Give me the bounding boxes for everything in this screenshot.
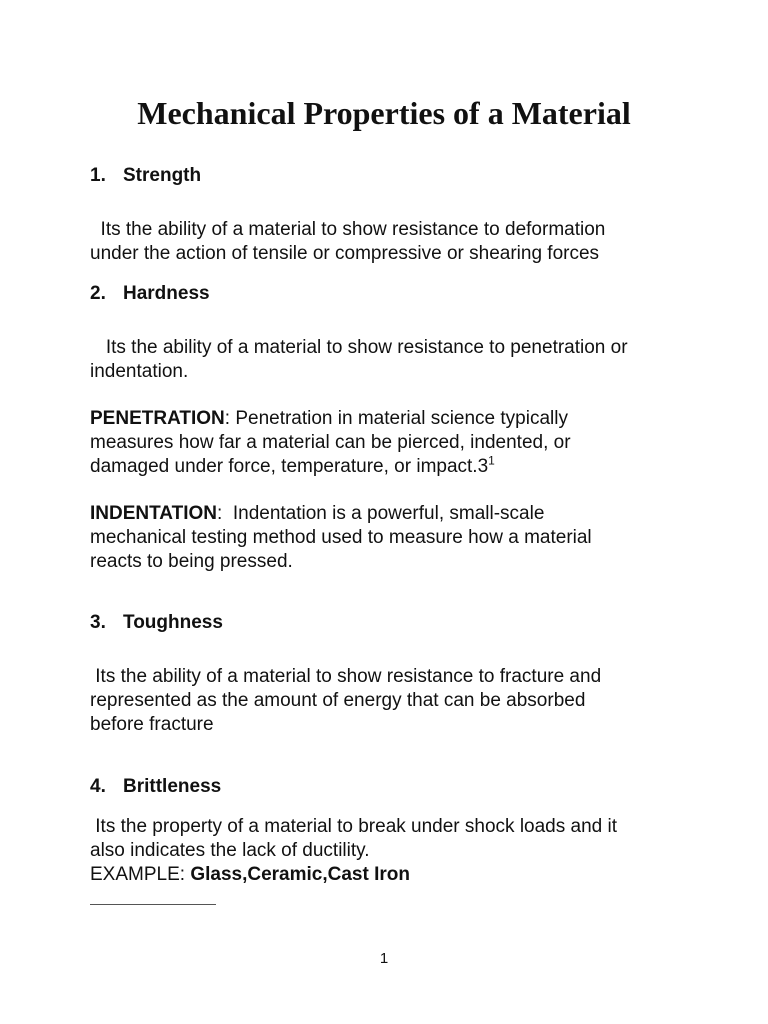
page-number: 1 — [379, 950, 389, 967]
section-heading-strength — [90, 164, 201, 188]
hardness-paragraph — [90, 336, 690, 384]
paragraph-line: before fracture — [90, 714, 214, 735]
definition-line: mechanical testing method used to measure how a material — [90, 527, 592, 548]
definition-line: reacts to being pressed. — [90, 551, 293, 572]
penetration-term: PENETRATION — [90, 408, 225, 429]
footnote-marker[interactable]: 1 — [488, 453, 495, 468]
paragraph-line: represented as the amount of energy that can be absorbed — [90, 690, 586, 711]
paragraph-line: Its the ability of a material to show resistance to deformation — [90, 219, 606, 240]
section-number: 4. — [90, 776, 106, 797]
definition-text: : Penetration in material science typically — [224, 408, 568, 429]
section-number: 2. — [90, 283, 106, 304]
paragraph-line: indentation. — [90, 361, 189, 382]
definition-text: : Indentation is a powerful, small-scale — [217, 503, 545, 524]
section-heading-hardness — [90, 282, 210, 306]
example-value: Glass,Ceramic,Cast Iron — [190, 864, 410, 885]
section-number: 1. — [90, 165, 106, 186]
example-label: EXAMPLE: — [90, 864, 191, 885]
section-number: 3. — [90, 612, 106, 633]
paragraph-line: Its the ability of a material to show resistance to fracture and — [90, 666, 602, 687]
paragraph-line: also indicates the lack of ductility. — [90, 840, 370, 861]
paragraph-line: Its the property of a material to break under shock loads and it — [90, 816, 618, 837]
penetration-definition — [90, 407, 690, 479]
footnote-separator — [90, 904, 216, 905]
strength-paragraph — [90, 218, 690, 266]
section-heading-brittleness — [90, 775, 221, 799]
indentation-definition — [90, 502, 690, 574]
section-title: Toughness — [123, 612, 223, 633]
brittleness-paragraph — [90, 815, 690, 887]
paragraph-line: under the action of tensile or compressive or shearing forces — [90, 243, 600, 264]
definition-line: damaged under force, temperature, or impact.3 — [90, 456, 489, 477]
section-title: Strength — [123, 165, 202, 186]
document-title: Mechanical Properties of a Material — [137, 95, 631, 131]
paragraph-line: Its the ability of a material to show resistance to penetration or — [90, 337, 628, 358]
toughness-paragraph — [90, 665, 690, 737]
indentation-term: INDENTATION — [90, 503, 218, 524]
section-title: Brittleness — [123, 776, 222, 797]
definition-line: measures how far a material can be pierced, indented, or — [90, 432, 571, 453]
section-heading-toughness — [90, 611, 223, 635]
example-line — [90, 863, 690, 887]
section-title: Hardness — [123, 283, 210, 304]
